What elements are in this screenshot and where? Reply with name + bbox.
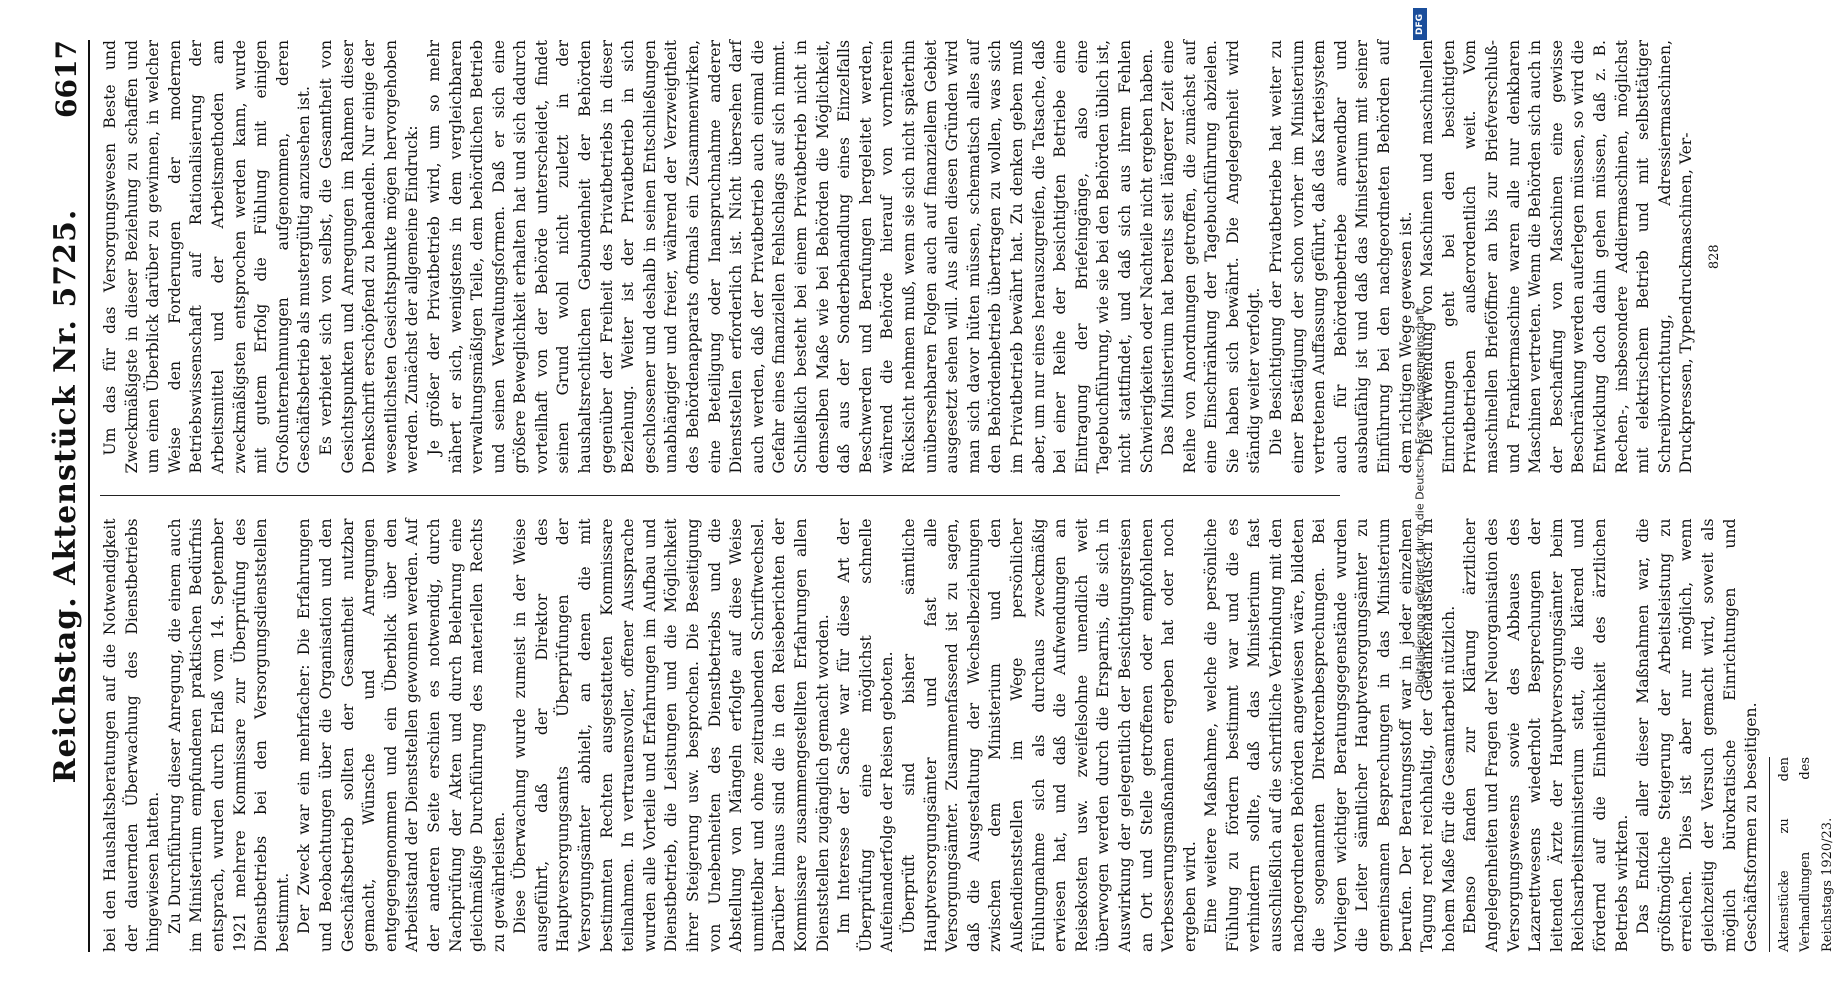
paragraph: Ebenso fanden zur Klärung ärztlicher Angelegenheiten und Fragen der Neuorganisation des Versorgungswesens sowie des Abbaues des Lazarettwesens wiederholt Besprechungen der leitenden Ärzte der Hauptversorgungsämter beim Reichsarbeitsministerium statt, die klärend und fördernd auf die Einheitlichkeit des ärztlichen Betriebs wirkten. xyxy=(1461,518,1631,952)
column-divider xyxy=(100,496,1340,497)
page-header xyxy=(48,40,90,952)
paragraph: Das Endziel aller dieser Maßnahmen war, die größtmögliche Steigerung der Arbeitsleistung zu erreichen. Dies ist aber nur möglich, wenn gleichzeitig der Versuch gemacht wird, soweit als möglich bürokratische Einrichtungen und Geschäftsformen zu beseitigen. xyxy=(1634,518,1761,952)
paragraph: bei den Haushaltsberatungen auf die Notwendigkeit der dauernden Überwachung des Dienstbetriebs hingewiesen hatten. xyxy=(101,518,163,952)
left-column xyxy=(100,518,1835,953)
paragraph: Je größer der Privatbetrieb wird, um so mehr nähert er sich, wenigstens in dem vergleichbaren verwaltungsmäßigen Teile, dem behördlichen Betrieb und seinen Verwaltungsformen. Daß er sich eine größere Beweglichkeit erhalten hat und sich dadurch vorteilhaft von der Behörde unterscheidet, findet seinen Grund wohl nicht zuletzt in der haushaltsrechtlichen Gebundenheit der Behörden gegenüber der Freiheit des Privatbetriebs in dieser Beziehung. Weiter ist der Privatbetrieb in sich geschlossener und deshalb in seinen Entschließungen unabhängiger und freier, während der Verzweigtheit des Behördenapparats oftmals ein Zusammenwirken, eine Beteiligung oder Inanspruchnahme anderer Dienststellen erforderlich ist. Nicht übersehen darf auch werden, daß der Privatbetrieb auch einmal die Gefahr eines finanziellen Fehlschlags auf sich nimmt. Schließlich besteht bei einem Privatbetrieb nicht in demselben Maße wie bei Behörden die Möglichkeit, daß aus der Sonderbehandlung eines Einzelfalls Beschwerden und Berufungen hergeleitet werden, während die Behörde hierauf von vornherein Rücksicht nehmen muß, wenn sie sich nicht späterhin unübersehbaren Folgen auch auf finanziellem Gebiet ausgesetzt sehen will. Aus allen diesen Gründen wird man sich davor hüten müssen, schematisch alles auf den Behördenbetrieb übertragen zu wollen, was sich im Privatbetrieb bewährt hat. Zu denken geben muß aber, um nur eines herauszugreifen, die Tatsache, daß bei einer Reihe der besichtigten Betriebe eine Eintragung der Briefeingänge, also eine Tagebuchführung, wie sie bei den Behörden üblich ist, nicht stattfindet, und daß sich aus ihrem Fehlen Schwierigkeiten oder Nachteile nicht ergeben haben. xyxy=(424,40,1156,474)
page-number: 6617 xyxy=(50,40,83,118)
page-title: Reichstag. Aktenstück Nr. 5725. xyxy=(48,208,83,784)
right-column xyxy=(100,40,1722,474)
dfg-logo-icon: DFG xyxy=(1413,8,1427,40)
subpage-number: 828 xyxy=(1706,244,1722,270)
paragraph: Überprüft sind bisher sämtliche Hauptversorgungsämter und fast alle Versorgungsämter. Zusammenfassend ist zu sagen, daß die Ausgestaltung der Wechselbeziehungen zwischen dem Ministerium und den Außendienststellen im Wege persönlicher Fühlungnahme sich als durchaus zweckmäßig erwiesen hat, und daß die Aufwendungen an Reisekosten usw. zweifelsohne unendlich weit überwogen werden durch die Ersparnis, die sich in Auswirkung der gelegentlich der Besichtigungsreisen an Ort und Stelle getroffenen oder empfohlenen Verbesserungsmaßnahmen ergeben hat oder noch ergeben wird. xyxy=(899,518,1199,952)
paragraph: Eine weitere Maßnahme, welche die persönliche Fühlung zu fördern bestimmt war und die es verhindern sollte, daß das Ministerium fast ausschließlich auf die schriftliche Verbindung mit den nachgeordneten Behörden angewiesen wäre, bildeten die sogenannten Direktorenbesprechungen. Bei Vorliegen wichtiger Beratungsgegenstände wurden die Leiter sämtlicher Hauptversorgungsämter zu gemeinsamen Besprechungen in das Ministerium berufen. Der Beratungsstoff war in jeder einzelnen Tagung recht reichhaltig, der Gedankenaustausch in hohem Maße für die Gesamtarbeit nützlich. xyxy=(1202,518,1458,952)
paragraph: Im Interesse der Sache war für diese Art der Überprüfung eine möglichst schnelle Aufeinanderfolge der Reisen geboten. xyxy=(835,518,897,952)
paragraph: Der Zweck war ein mehrfacher: Die Erfahrungen und Beobachtungen über die Organisation und den Geschäftsbetrieb sollten der Gesamtheit nutzbar gemacht, Wünsche und Anregungen entgegengenommen und ein Überblick über den Arbeitsstand der Dienststellen gewonnen werden. Auf der anderen Seite erschien es notwendig, durch Nachprüfung der Akten und durch Belehrung eine gleichmäßige Durchführung des materiellen Rechts zu gewährleisten. xyxy=(295,518,508,952)
footnote: Aktenstücke zu den Verhandlungen des Reichstags 1920/23. xyxy=(1769,757,1839,952)
paragraph: Diese Überwachung wurde zumeist in der Weise ausgeführt, daß der Direktor des Hauptversorgungsamts Überprüfungen der Versorgungsämter abhielt, an denen die mit bestimmten Rechten ausgestatteten Kommissare teilnahmen. In vertrauensvoller, offener Aussprache wurden alle Vorteile und Erfahrungen im Aufbau und Dienstbetrieb, die Leistungen und die Möglichkeit ihrer Steigerung usw. besprochen. Die Beseitigung von Unebenheiten des Dienstbetriebs und die Abstellung von Mängeln erfolgte auf diese Weise unmittelbar und ohne zeitraubenden Schriftwechsel. Darüber hinaus sind die in den Reiseberichten der Kommissare zusammengestellten Erfahrungen allen Dienststellen zugänglich gemacht worden. xyxy=(511,518,832,952)
paragraph: Die Besichtigung der Privatbetriebe hat weiter zu einer Bestätigung der schon vorher im Ministerium vertretenen Auffassung geführt, daß das Karteisystem auch für Behördenbetriebe anwendbar und ausbaufähig ist und daß das Ministerium mit seiner Einführung bei den nachgeordneten Behörden auf dem richtigen Wege gewesen ist. xyxy=(1267,40,1415,474)
digitization-credit: Digitalisierung gefördert durch die Deutsche Forschungsgemeinschaft xyxy=(1413,307,1427,693)
paragraph: Zu Durchführung dieser Anregung, die einem auch im Ministerium empfundenen praktischen Bedürfnis entsprach, wurden durch Erlaß vom 14. September 1921 mehrere Kommissare zur Überprüfung des Dienstbetriebs bei den Versorgungsdienststellen bestimmt. xyxy=(165,518,292,952)
paragraph: Um das für das Versorgungswesen Beste und Zweckmäßigste in dieser Beziehung zu schaffen und um einen Überblick darüber zu gewinnen, in welcher Weise den Forderungen der modernen Betriebswissenschaft auf Rationalisierung der Arbeitsmittel und der Arbeitsmethoden am zweckmäßigsten entsprochen werden kann, wurde mit gutem Erfolg die Fühlung mit einigen Großunternehmungen aufgenommen, deren Geschäftsbetrieb als mustergültig anzusehen ist. xyxy=(101,40,314,474)
paragraph: Es verbietet sich von selbst, die Gesamtheit von Gesichtspunkten und Anregungen im Rahmen dieser Denkschrift erschöpfend zu behandeln. Nur einige der wesentlichsten Gesichtspunkte mögen hervorgehoben werden. Zunächst der allgemeine Eindruck: xyxy=(316,40,422,474)
paragraph: Die Verwendung von Maschinen und maschinellen Einrichtungen geht bei den besichtigten Privatbetrieben außerordentlich weit. Vom maschinellen Brieföffner an bis zur Briefverschluß- und Frankiermaschine waren alle nur denkbaren Maschinen vertreten. Wenn die Behörden sich auch in der Beschaffung von Maschinen eine gewisse Beschränkung werden auferlegen müssen, so wird die Entwicklung doch dahin gehen müssen, daß z. B. Rechen-, insbesondere Addiermaschinen, möglichst mit elektrischem Betrieb und mit selbsttätiger Schreibvorrichtung, Adressiermaschinen, Druckpressen, Typendruckmaschinen, Ver- xyxy=(1418,40,1696,474)
paragraph: Das Ministerium hat bereits seit längerer Zeit eine Reihe von Anordnungen getroffen, die zunächst auf eine Einschränkung der Tagebuchführung abzielen. Sie haben sich bewährt. Die Angelegenheit wird ständig weiter verfolgt. xyxy=(1159,40,1264,474)
